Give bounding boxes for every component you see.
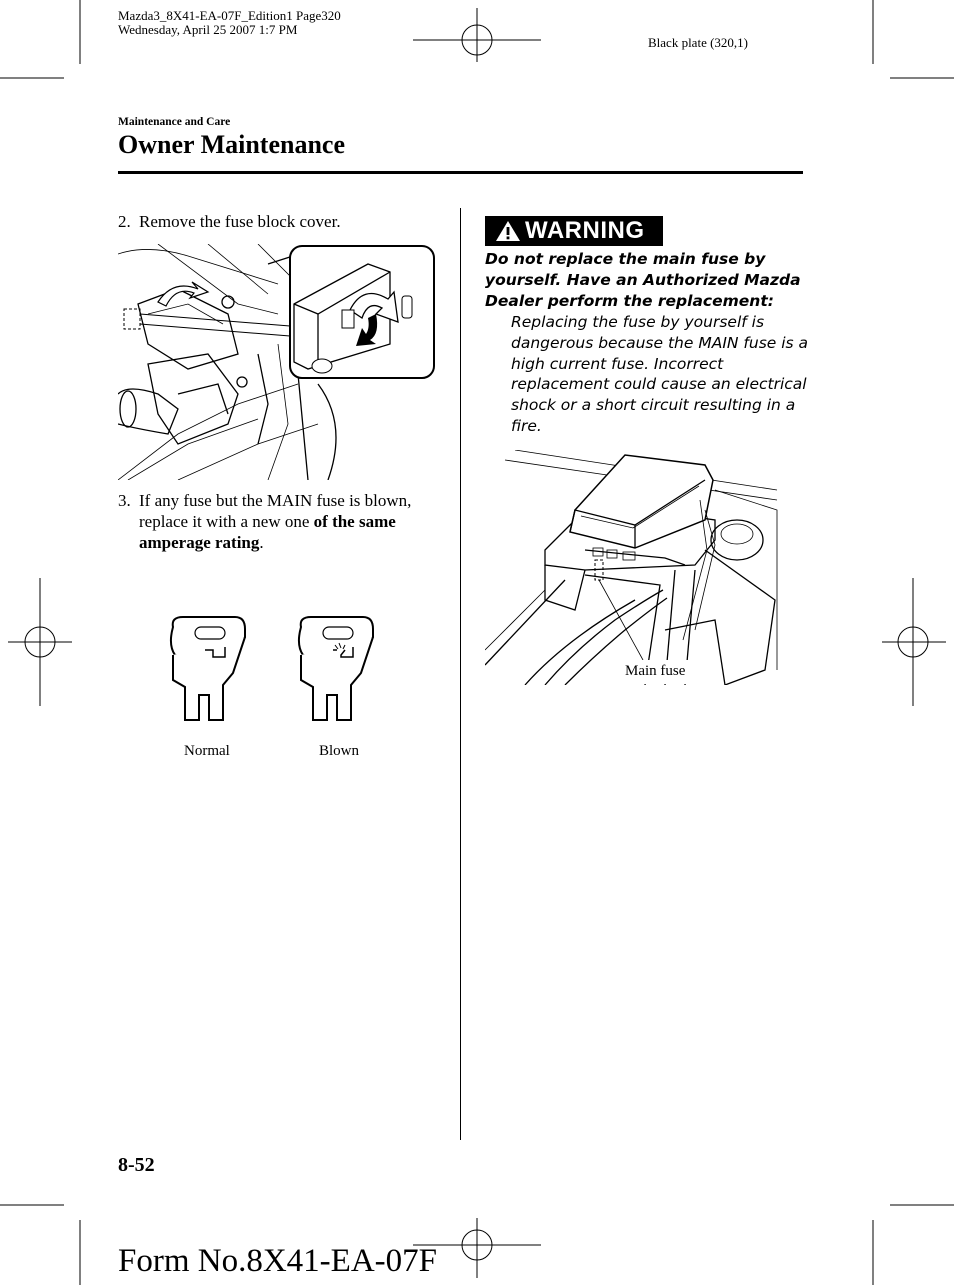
step-number: 3. (118, 491, 131, 510)
step-text (139, 490, 439, 553)
section-label: Maintenance and Care (118, 116, 231, 128)
step-text: Remove the fuse block cover. (139, 212, 341, 231)
normal-fuse-illustration (165, 615, 255, 725)
form-number: Form No.8X41-EA-07F (118, 1243, 437, 1279)
warning-body: Replacing the fuse by yourself is dangerous because the MAIN fuse is a high current fuse. Incorrect replacement could cause an electrical shock or a short circuit resulting in a fire. (511, 313, 809, 435)
caption-blown: Blown (319, 743, 360, 759)
page-number: 8-52 (118, 1154, 155, 1176)
step-2 (118, 211, 448, 235)
caption-main-fuse: Main fuse (625, 663, 686, 679)
step-text-plain: If any fuse but the MAIN fuse is blown, replace it with a new one (139, 491, 412, 531)
warning-label: WARNING (525, 217, 645, 244)
print-header-plate: Black plate (320,1) (648, 35, 748, 50)
print-header-file: Mazda3_8X41-EA-07F_Edition1 Page320 (118, 8, 341, 23)
page-title: Owner Maintenance (118, 130, 345, 159)
warning-lead: Do not replace the main fuse by yourself. Have an Authorized Mazda Dealer perform the replacement: (485, 250, 801, 310)
main-fuse-illustration (485, 450, 779, 685)
caption-normal: Normal (184, 743, 230, 759)
step-text-bold: of the same amperage rating (139, 512, 396, 552)
title-rule (118, 171, 803, 174)
warning-banner (485, 216, 663, 246)
step-3 (118, 490, 448, 556)
step-number: 2. (118, 212, 131, 231)
step-text-end: . (259, 533, 264, 552)
warning-icon (495, 220, 521, 242)
fuse-block-cover-illustration (118, 244, 436, 480)
print-header-date: Wednesday, April 25 2007 1:7 PM (118, 22, 298, 37)
blown-fuse-illustration (293, 615, 383, 725)
column-divider (460, 208, 461, 1140)
